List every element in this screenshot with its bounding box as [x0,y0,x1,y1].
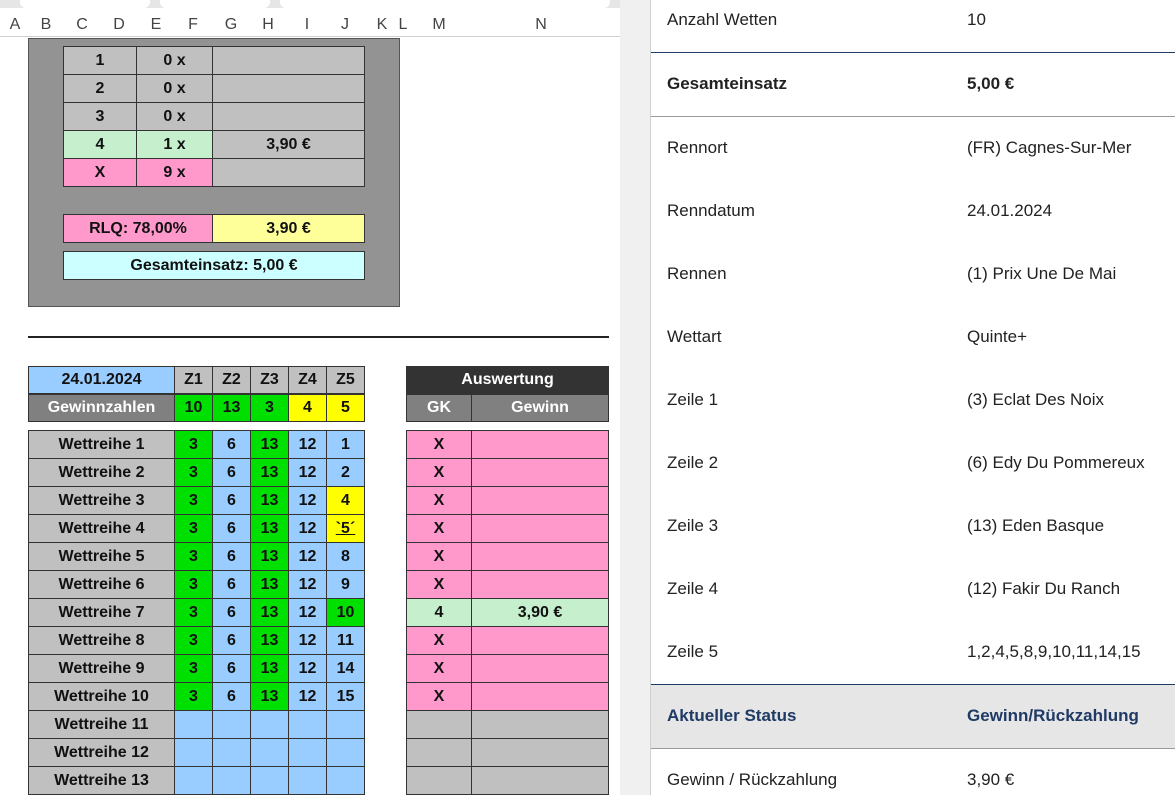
detail-row [651,684,1175,748]
wettreihe-number-cell[interactable]: 6 [212,514,251,543]
wettreihe-number-cell[interactable]: 10 [326,598,365,627]
wettreihe-number-cell[interactable] [212,738,251,767]
column-header[interactable]: C [76,16,88,33]
gewinnzahl-cell[interactable]: 10 [174,394,213,422]
detail-label: Anzahl Wetten [667,10,778,29]
wettreihe-number-cell[interactable] [326,766,365,795]
gewinn-cell[interactable] [471,570,609,599]
wettreihe-label[interactable]: Wettreihe 1 [28,430,175,459]
summary-gk-cell[interactable]: X [63,158,137,187]
wettreihe-number-cell[interactable]: 13 [250,626,289,655]
wettreihe-number-cell[interactable]: 3 [174,570,213,599]
wettreihe-number-cell[interactable]: 12 [288,542,327,571]
wettreihe-number-cell[interactable]: 6 [212,682,251,711]
z-header-cell[interactable]: Z1 [174,366,213,394]
wettreihe-number-cell[interactable]: 12 [288,626,327,655]
detail-separator [651,684,1175,685]
column-header[interactable]: B [40,16,52,33]
wettreihe-number-cell[interactable]: 8 [326,542,365,571]
wettreihe-number-cell[interactable] [288,738,327,767]
summary-count-cell[interactable]: 0 x [136,102,213,131]
wettreihe-label[interactable]: Wettreihe 11 [28,710,175,739]
detail-row [651,180,1175,243]
detail-label: Zeile 1 [667,390,719,409]
detail-value: 10 [967,10,986,29]
column-header[interactable]: D [113,16,125,33]
sheet-tab[interactable] [20,0,150,8]
detail-value: 24.01.2024 [967,201,1053,220]
gewinn-cell[interactable] [471,486,609,515]
column-header[interactable]: A [9,16,21,33]
gewinn-cell[interactable] [471,738,609,767]
detail-row [651,118,1175,180]
detail-label: Aktueller Status [667,706,797,725]
wettreihe-number-cell[interactable]: 3 [174,542,213,571]
wettreihe-number-cell[interactable]: 6 [212,570,251,599]
gewinn-cell[interactable] [471,710,609,739]
summary-amount-cell[interactable] [212,46,365,75]
detail-label: Zeile 5 [667,642,719,661]
detail-separator [651,52,1175,53]
wettreihe-number-cell[interactable]: 12 [288,458,327,487]
column-header[interactable]: J [341,16,349,33]
gewinn-cell[interactable] [471,514,609,543]
gesamteinsatz-cell[interactable]: Gesamteinsatz: 5,00 € [63,251,365,280]
auswertung-header[interactable]: Auswertung [406,366,609,394]
detail-value: (13) Eden Basque [967,516,1105,535]
wettreihe-number-cell[interactable]: 4 [326,486,365,515]
wettreihe-number-cell[interactable]: 3 [174,486,213,515]
column-header[interactable]: E [150,16,162,33]
wettreihe-number-cell[interactable]: 6 [212,598,251,627]
wettreihe-number-cell[interactable]: 13 [250,682,289,711]
wettreihe-label[interactable]: Wettreihe 2 [28,458,175,487]
wettreihe-number-cell[interactable] [326,738,365,767]
wettreihe-number-cell[interactable]: 9 [326,570,365,599]
wettreihe-number-cell[interactable] [250,738,289,767]
detail-row [651,0,1175,52]
wettreihe-number-cell[interactable]: 3 [174,654,213,683]
gk-cell[interactable] [406,738,472,767]
summary-amount-cell[interactable] [212,158,365,187]
gewinnzahl-cell[interactable]: 13 [212,394,251,422]
wettreihe-number-cell[interactable]: 15 [326,682,365,711]
wettreihe-number-cell[interactable]: 3 [174,598,213,627]
wettreihe-number-cell[interactable] [326,710,365,739]
detail-label: Gesamteinsatz [667,74,787,93]
gk-cell[interactable]: X [406,570,472,599]
wettreihe-number-cell[interactable] [174,738,213,767]
detail-label: Renndatum [667,201,755,220]
wettreihe-number-cell[interactable]: 13 [250,598,289,627]
wettreihe-number-cell[interactable]: 6 [212,430,251,459]
detail-value: Gewinn/Rückzahlung [967,706,1139,725]
summary-amount-cell[interactable]: 3,90 € [212,130,365,159]
wettreihe-number-cell[interactable]: 12 [288,682,327,711]
detail-row [651,750,1175,795]
wettreihe-number-cell[interactable]: 14 [326,654,365,683]
summary-count-cell[interactable]: 1 x [136,130,213,159]
column-header[interactable]: H [262,16,274,33]
detail-value: (3) Eclat Des Noix [967,390,1104,409]
wettreihe-number-cell[interactable]: 6 [212,626,251,655]
detail-row [651,54,1175,117]
wettreihe-number-cell[interactable]: 13 [250,542,289,571]
bet-detail-panel [620,0,1175,795]
wettreihe-label[interactable]: Wettreihe 7 [28,598,175,627]
wettreihe-number-cell[interactable]: 3 [174,626,213,655]
bet-detail-card [650,0,1175,795]
detail-label: Zeile 3 [667,516,719,535]
detail-value: 1,2,4,5,8,9,10,11,14,15 [967,642,1141,661]
column-header[interactable]: G [224,16,238,33]
detail-label: Wettart [667,327,722,346]
wettreihe-label[interactable]: Wettreihe 4 [28,514,175,543]
gewinnzahlen-label[interactable]: Gewinnzahlen [28,394,175,422]
gewinn-cell[interactable] [471,626,609,655]
wettreihe-number-cell[interactable] [174,710,213,739]
detail-value: (1) Prix Une De Mai [967,264,1117,283]
wettreihe-number-cell[interactable]: 13 [250,654,289,683]
column-header[interactable]: N [535,16,547,33]
gk-cell[interactable]: X [406,542,472,571]
gewinn-cell[interactable] [471,542,609,571]
detail-label: Gewinn / Rückzahlung [667,770,838,789]
wettreihe-label[interactable]: Wettreihe 10 [28,682,175,711]
detail-row [651,369,1175,432]
z-header-cell[interactable]: Z2 [212,366,251,394]
detail-separator [651,116,1175,117]
wettreihe-label[interactable]: Wettreihe 13 [28,766,175,795]
detail-value: Quinte+ [967,327,1028,346]
gk-header[interactable]: GK [406,394,472,422]
gewinn-cell[interactable] [471,682,609,711]
wettreihe-number-cell[interactable] [174,766,213,795]
wettreihe-number-cell[interactable]: 12 [288,570,327,599]
gk-cell[interactable]: X [406,486,472,515]
detail-row [651,558,1175,621]
gk-cell[interactable]: X [406,430,472,459]
column-header[interactable]: M [432,16,446,33]
wettreihe-label[interactable]: Wettreihe 6 [28,570,175,599]
sheet-tab[interactable] [160,0,270,8]
summary-gk-cell[interactable]: 1 [63,46,137,75]
summary-amount-cell[interactable] [212,74,365,103]
wettreihe-number-cell[interactable]: 13 [250,430,289,459]
detail-label: Zeile 4 [667,579,719,598]
wettreihe-number-cell[interactable]: 12 [288,598,327,627]
gk-cell[interactable]: X [406,654,472,683]
z-header-cell[interactable]: Z4 [288,366,327,394]
wettreihe-number-cell[interactable]: 6 [212,542,251,571]
wettreihe-number-cell[interactable] [250,766,289,795]
wettreihe-number-cell[interactable] [212,766,251,795]
date-cell[interactable]: 24.01.2024 [28,366,175,394]
rlq-label-cell[interactable]: RLQ: 78,00% [63,214,213,243]
summary-gk-cell[interactable]: 3 [63,102,137,131]
wettreihe-label[interactable]: Wettreihe 9 [28,654,175,683]
gewinn-cell[interactable] [471,430,609,459]
detail-row [651,621,1175,684]
wettreihe-label[interactable]: Wettreihe 12 [28,738,175,767]
wettreihe-number-cell[interactable]: 12 [288,430,327,459]
wettreihe-number-cell[interactable]: 3 [174,458,213,487]
column-header[interactable]: I [304,16,310,33]
section-divider [28,336,609,338]
gk-cell[interactable]: X [406,682,472,711]
detail-value: (FR) Cagnes-Sur-Mer [967,138,1132,157]
gewinnzahl-cell[interactable]: 4 [288,394,327,422]
wettreihe-number-cell[interactable]: 2 [326,458,365,487]
summary-amount-cell[interactable] [212,102,365,131]
wettreihe-number-cell[interactable]: 1 [326,430,365,459]
wettreihe-number-cell[interactable]: 12 [288,486,327,515]
wettreihe-number-cell[interactable] [288,766,327,795]
wettreihe-number-cell[interactable]: 12 [288,514,327,543]
detail-row [651,495,1175,558]
detail-label: Rennort [667,138,728,157]
gewinn-cell[interactable] [471,766,609,795]
detail-row [651,243,1175,306]
gewinnzahl-cell[interactable]: 5 [326,394,365,422]
wettreihe-number-cell[interactable]: 13 [250,514,289,543]
column-header[interactable]: F [188,16,198,33]
gewinn-cell[interactable]: 3,90 € [471,598,609,627]
detail-label: Zeile 2 [667,453,719,472]
detail-row [651,432,1175,495]
gk-cell[interactable]: X [406,458,472,487]
detail-value: 5,00 € [967,74,1015,93]
detail-separator [651,748,1175,749]
z-header-cell[interactable]: Z3 [250,366,289,394]
wettreihe-number-cell[interactable]: 3 [174,430,213,459]
column-headers [0,14,620,37]
gk-cell[interactable]: 4 [406,598,472,627]
detail-row [651,306,1175,369]
column-header[interactable]: K [376,16,388,33]
wettreihe-label[interactable]: Wettreihe 3 [28,486,175,515]
gewinn-cell[interactable] [471,458,609,487]
gk-cell[interactable]: X [406,514,472,543]
summary-gk-cell[interactable]: 2 [63,74,137,103]
summary-count-cell[interactable]: 0 x [136,46,213,75]
sheet-tab-strip [0,0,620,8]
detail-value: 3,90 € [967,770,1015,789]
wettreihe-number-cell[interactable]: 6 [212,654,251,683]
rlq-amount-cell[interactable]: 3,90 € [212,214,365,243]
gewinnzahl-cell[interactable]: 3 [250,394,289,422]
gewinn-header[interactable]: Gewinn [471,394,609,422]
wettreihe-number-cell[interactable]: 13 [250,486,289,515]
detail-label: Rennen [667,264,727,283]
gk-cell[interactable] [406,710,472,739]
wettreihe-number-cell[interactable]: 13 [250,570,289,599]
gewinn-cell[interactable] [471,654,609,683]
wettreihe-number-cell[interactable]: `5´ [326,514,365,543]
wettreihe-number-cell[interactable]: 12 [288,654,327,683]
wettreihe-number-cell[interactable] [250,710,289,739]
sheet-tab[interactable] [280,0,610,8]
wettreihe-label[interactable]: Wettreihe 5 [28,542,175,571]
wettreihe-number-cell[interactable]: 3 [174,514,213,543]
wettreihe-label[interactable]: Wettreihe 8 [28,626,175,655]
wettreihe-number-cell[interactable] [212,710,251,739]
wettreihe-number-cell[interactable]: 6 [212,458,251,487]
wettreihe-number-cell[interactable]: 11 [326,626,365,655]
summary-count-cell[interactable]: 0 x [136,74,213,103]
gk-cell[interactable] [406,766,472,795]
wettreihe-number-cell[interactable]: 6 [212,486,251,515]
wettreihe-number-cell[interactable] [288,710,327,739]
z-header-cell[interactable]: Z5 [326,366,365,394]
summary-gk-cell[interactable]: 4 [63,130,137,159]
gk-cell[interactable]: X [406,626,472,655]
detail-value: (12) Fakir Du Ranch [967,579,1121,598]
detail-value: (6) Edy Du Pommereux [967,453,1145,472]
wettreihe-number-cell[interactable]: 13 [250,458,289,487]
column-header[interactable]: L [398,16,408,33]
summary-count-cell[interactable]: 9 x [136,158,213,187]
wettreihe-number-cell[interactable]: 3 [174,682,213,711]
